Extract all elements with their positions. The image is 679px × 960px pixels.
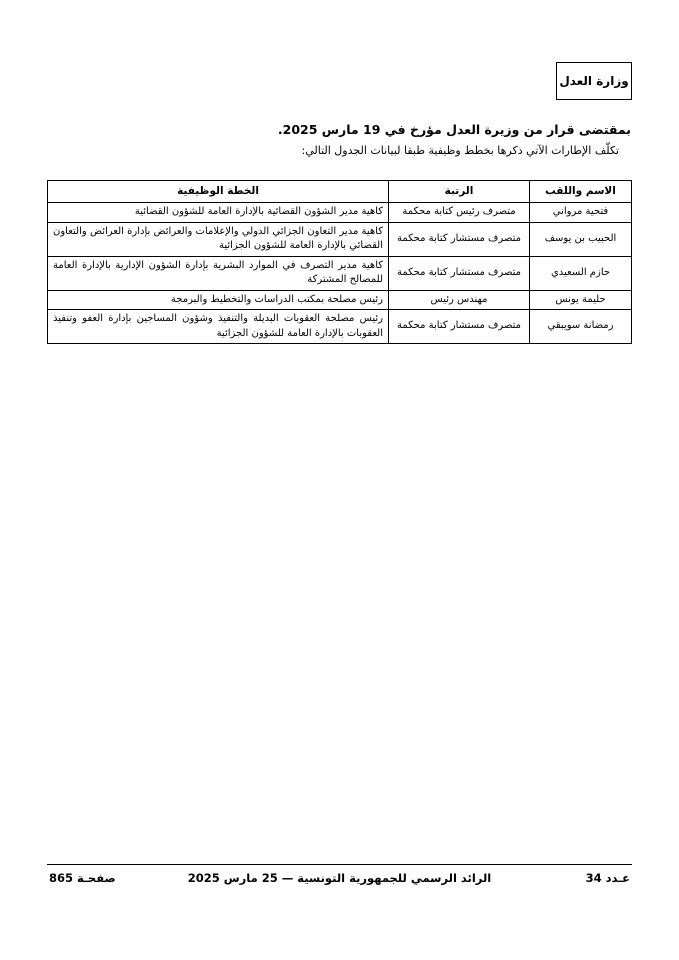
cell-rank: متصرف رئيس كتابة محكمة	[389, 203, 530, 223]
cell-name: فتحية مرواني	[530, 203, 632, 223]
cell-rank: مهندس رئيس	[389, 290, 530, 310]
cell-post: رئيس مصلحة بمكتب الدراسات والتخطيط والبرمجة	[48, 290, 389, 310]
cell-rank: متصرف مستشار كتابة محكمة	[389, 310, 530, 344]
table-row	[48, 256, 632, 290]
cell-name: رمضانة سويبقي	[530, 310, 632, 344]
cell-post: كاهية مدير التصرف في الموارد البشرية بإدارة الشؤون الإدارية بالإدارة العامة للمصالح المشتركة	[48, 256, 389, 290]
table-row	[48, 290, 632, 310]
footer-journal-title: الرائد الرسمي للجمهورية التونسية — 25 مارس 2025	[187, 871, 492, 885]
cell-post: كاهية مدير التعاون الجزائي الدولي والإعلامات والعرائض بإدارة العرائض والتعاون القضائي بالإدارة العامة للشؤون الجزائية	[48, 222, 389, 256]
cell-name: حليمة يونس	[530, 290, 632, 310]
table-header-row	[48, 181, 632, 203]
header-post: الخطة الوظيفية	[48, 181, 389, 203]
cell-name: الحبيب بن يوسف	[530, 222, 632, 256]
table-row	[48, 203, 632, 223]
decision-intro: تكلّف الإطارات الآتي ذكرها بخطط وظيفية طبقا لبيانات الجدول التالي:	[301, 144, 619, 157]
ministry-title-box	[556, 62, 632, 100]
decision-title: بمقتضى قرار من وزيرة العدل مؤرخ في 19 مارس 2025.	[277, 122, 631, 137]
cell-rank: متصرف مستشار كتابة محكمة	[389, 222, 530, 256]
cell-post: كاهية مدير الشؤون القضائية بالإدارة العامة للشؤون القضائية	[48, 203, 389, 223]
footer-issue-number: عـدد 34	[585, 871, 630, 885]
footer-divider	[47, 864, 632, 865]
header-rank: الرتبة	[389, 181, 530, 203]
assignments-table	[47, 180, 632, 344]
cell-post: رئيس مصلحة العقوبات البديلة والتنفيذ وشؤون المساجين بإدارة العفو وتنفيذ العقوبات بالإدارة العامة للشؤون الجزائية	[48, 310, 389, 344]
table-row	[48, 310, 632, 344]
table-row	[48, 222, 632, 256]
footer-page-number: صفحـة 865	[49, 871, 116, 885]
header-name: الاسم واللقب	[530, 181, 632, 203]
ministry-title: وزارة العدل	[559, 74, 629, 88]
cell-name: حازم السعيدي	[530, 256, 632, 290]
page-footer	[47, 871, 632, 889]
cell-rank: متصرف مستشار كتابة محكمة	[389, 256, 530, 290]
